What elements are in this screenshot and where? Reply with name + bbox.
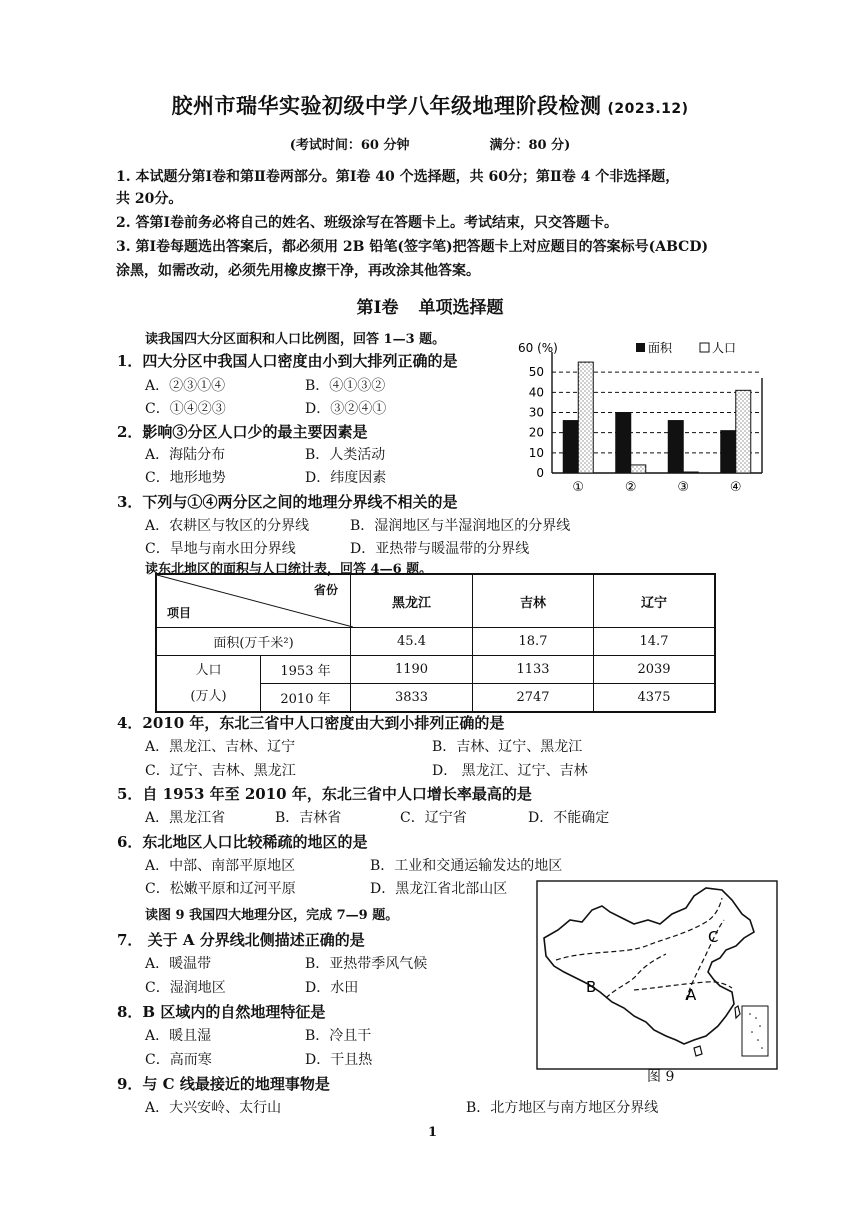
map-label-b: B [586,978,597,996]
x-tick-label: ① [572,480,585,495]
exam-date: (2023.12) [607,101,689,117]
q5-option-c: C．辽宁省 [400,810,467,826]
chart-ylabel: 60 (%) [518,341,558,355]
row-label-population [156,656,261,713]
map-frame [537,881,777,1069]
x-tick-label: ② [624,480,637,495]
legend-swatch-population [700,343,709,352]
q3-option-b: B．湿润地区与半湿润地区的分界线 [350,518,571,534]
q1-option-d: D．③②④① [305,401,387,417]
section-part: 第Ⅰ卷 [356,298,399,318]
exam-title-text: 胶州市瑞华实验初级中学八年级地理阶段检测 [171,94,602,118]
q1-option-a: A．②③①④ [145,378,226,394]
x-tick-label: ④ [729,480,742,495]
y-tick-label: 0 [536,466,544,480]
q7-option-a: A．暖温带 [145,956,212,972]
figure-caption: 图 9 [647,1069,675,1085]
q4-option-a: A．黑龙江、吉林、辽宁 [145,739,296,755]
y-tick-label: 40 [528,385,544,400]
q8-option-c: C．高而寒 [145,1052,212,1068]
q6-stem: 6．东北地区人口比较稀疏的地区的是 [117,833,368,851]
q9-stem: 9．与 C 线最接近的地理事物是 [117,1075,330,1093]
q5-option-b: B．吉林省 [275,810,342,826]
legend-label-area: 面积 [648,341,673,355]
rule-line-2: 共 20分。 [116,191,183,207]
q3-option-d: D．亚热带与暖温带的分界线 [350,541,530,557]
section-name: 单项选择题 [418,298,504,318]
q9-option-a: A．大兴安岭、太行山 [145,1100,282,1116]
x-tick-label: ③ [677,480,690,495]
q7-stem: 7． 关于 A 分界线北侧描述正确的是 [117,931,365,949]
q8-option-a: A．暖且湿 [145,1028,212,1044]
cell-pop: 3833 [351,684,473,713]
bar-area [668,421,683,473]
exam-subtitle [0,134,860,153]
cell-area: 18.7 [473,628,594,656]
q3-option-c: C．旱地与南水田分界线 [145,541,296,557]
q8-option-b: B．冷且干 [305,1028,372,1044]
row-label-year: 1953 年 [261,656,351,684]
bar-population [683,472,698,473]
q5-stem: 5．自 1953 年至 2010 年，东北三省中人口增长率最高的是 [117,785,532,803]
q7-option-b: B．亚热带季风气候 [305,956,428,972]
y-tick-label: 50 [528,365,544,380]
rule-line-3: 2. 答第Ⅰ卷前务必将自己的姓名、班级涂写在答题卡上。考试结束，只交答题卡。 [116,215,619,231]
q3-option-a: A．农耕区与牧区的分界线 [145,518,310,534]
page-number: 1 [428,1125,438,1140]
pop-label-2: (万人) [190,688,227,704]
exam-title [0,90,860,120]
header-province: 辽宁 [594,574,716,628]
q3-stem: 3．下列与①④两分区之间的地理分界线不相关的是 [117,493,458,511]
q1-option-c: C．①④②③ [145,401,226,417]
q2-option-c: C．地形地势 [145,470,226,486]
q6-option-d: D．黑龙江省北部山区 [370,881,508,897]
cell-area: 14.7 [594,628,716,656]
region-area-population-chart [510,336,770,496]
q8-stem: 8．B 区域内的自然地理特征是 [117,1003,326,1021]
legend-swatch-area [636,343,645,352]
row-label-year: 2010 年 [261,684,351,713]
q2-stem: 2．影响③分区人口少的最主要因素是 [117,423,368,441]
q7-option-c: C．湿润地区 [145,980,226,996]
table-row [156,628,715,656]
row-label-area: 面积(万千米²) [156,628,351,656]
bar-area [616,413,631,474]
intro-q7-9: 读图 9 我国四大地理分区，完成 7—9 题。 [145,908,399,923]
pop-label-1: 人口 [195,662,222,678]
q4-option-c: C．辽宁、吉林、黑龙江 [145,763,296,779]
cell-pop: 4375 [594,684,716,713]
legend-label-population: 人口 [712,341,737,355]
cell-area: 45.4 [351,628,473,656]
q4-option-b: B．吉林、辽宁、黑龙江 [432,739,583,755]
y-tick-label: 30 [528,405,544,420]
china-regions-map [536,880,778,1070]
exam-score: 满分：80 分) [489,138,571,153]
q6-option-c: C．松嫩平原和辽河平原 [145,881,296,897]
bar-area [721,431,736,473]
south-sea-inset [742,1006,768,1056]
chart-legend [636,341,736,355]
q4-option-d: D． 黑龙江、辽宁、吉林 [432,763,588,779]
q5-option-a: A．黑龙江省 [145,810,226,826]
map-label-a: A [686,986,697,1004]
cell-pop: 1133 [473,656,594,684]
corner-province-label: 省份 [313,583,338,597]
y-tick-label: 20 [528,425,544,440]
rule-line-1: 1. 本试题分第Ⅰ卷和第Ⅱ卷两部分。第Ⅰ卷 40 个选择题，共 60分；第Ⅱ卷 4 个非选择题， [116,169,680,185]
bar-area [563,421,578,473]
corner-item-label: 项目 [167,606,192,620]
q2-option-b: B．人类活动 [305,447,386,463]
q2-option-a: A．海陆分布 [145,447,226,463]
q8-option-d: D．干且热 [305,1052,373,1068]
bar-population [578,362,593,473]
northeast-stats-table [155,573,716,713]
exam-time: (考试时间：60 分钟 [289,138,410,153]
header-province: 吉林 [473,574,594,628]
q4-stem: 4．2010 年，东北三省中人口密度由大到小排列正确的是 [117,714,505,732]
map-label-c: C [708,928,719,946]
cell-pop: 2039 [594,656,716,684]
q7-option-d: D．水田 [305,980,359,996]
rule-line-4: 3. 第Ⅰ卷每题选出答案后，都必须用 2B 铅笔(签字笔)把答题卡上对应题目的答案标号(ABCD) [116,239,709,255]
q1-option-b: B．④①③② [305,378,386,394]
table-row [156,656,715,684]
q1-stem: 1．四大分区中我国人口密度由小到大排列正确的是 [117,352,458,370]
section-heading [0,293,860,318]
cell-pop: 1190 [351,656,473,684]
cell-pop: 2747 [473,684,594,713]
intro-q1-3: 读我国四大分区面积和人口比例图，回答 1—3 题。 [145,332,446,347]
q2-option-d: D．纬度因素 [305,470,387,486]
q9-option-b: B．北方地区与南方地区分界线 [466,1100,659,1116]
bar-population [736,390,751,473]
q5-option-d: D．不能确定 [528,810,610,826]
rule-line-5: 涂黑，如需改动，必须先用橡皮擦干净，再改涂其他答案。 [116,263,480,279]
header-province: 黑龙江 [351,574,473,628]
table-corner-cell [156,574,351,628]
intro-q4-6: 读东北地区的面积与人口统计表，回答 4—6 题。 [145,562,433,577]
q6-option-a: A．中部、南部平原地区 [145,858,296,874]
y-tick-label: 10 [528,445,544,460]
q6-option-b: B．工业和交通运输发达的地区 [370,858,563,874]
bar-population [631,465,646,473]
